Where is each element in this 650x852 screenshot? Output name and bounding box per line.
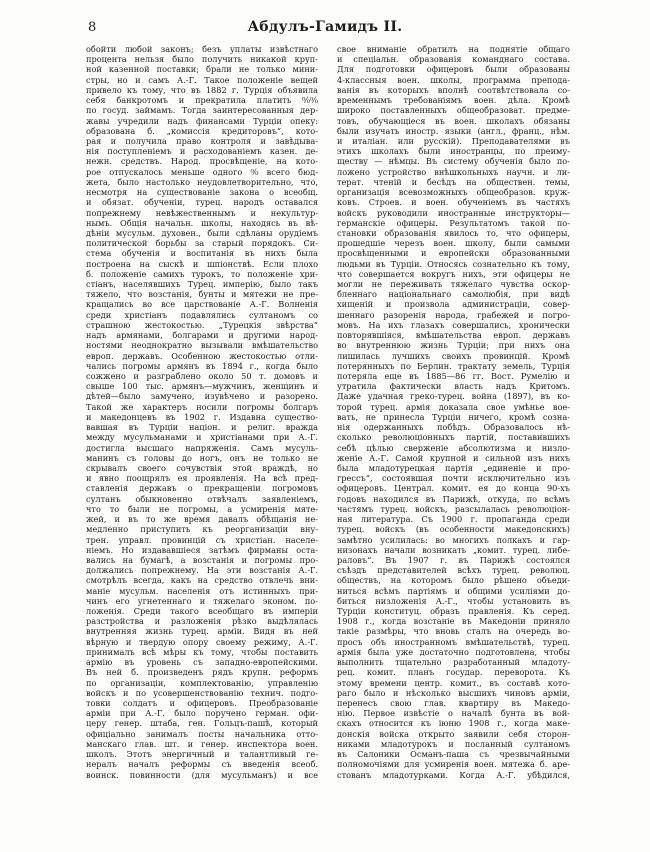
text-line: принималъ всѣ мѣры къ тому, чтобы поставить — [86, 646, 318, 657]
text-line: потерянныхъ по Берлин. трактату земель, Турція — [337, 360, 570, 371]
text-line: свыше 100 тыс. армянъ—мужчинъ, женщинъ и — [86, 381, 318, 392]
text-line: никами младотурокъ и посланный султаномъ — [337, 738, 570, 749]
text-line: утратила фактически власть надъ Критомъ. — [337, 381, 570, 392]
text-line: стіанъ, населявшихъ Турец. имперію, было такъ — [86, 279, 318, 290]
text-line: ная литература. Съ 1900 г. пропаганда среди — [337, 514, 570, 525]
text-line: европ. державъ. Особенною жестокостью отли- — [86, 350, 318, 361]
text-line: медленно приступить къ реорганизаціи вну- — [86, 524, 318, 535]
text-line: султанъ обыкновенно отвѣчалъ заявленіемъ, — [86, 493, 318, 504]
text-line: широко поставленныхъ общеобразоват. предме- — [337, 105, 570, 116]
text-line: себѣ цѣлью сверженіе абсолютизма и низло- — [337, 442, 570, 453]
text-line: бленнаго національнаго самолюбія, при видѣ — [337, 289, 570, 300]
text-line: полномочіями для усмиренія воен. мятежа б. аре- — [337, 759, 570, 770]
text-line: могли не переживать тяжелаго чувства оскор- — [337, 279, 570, 290]
text-line: ниться всѣмъ партіямъ и общими усиліями до- — [337, 585, 570, 596]
text-line: политической борьбы за старый порядокъ. Си- — [86, 238, 318, 249]
text-line: торой турец. армія доказала свое умѣнье вое- — [337, 401, 570, 412]
text-line: смотрѣлъ всегда, какъ на средство отвлечь вни- — [86, 575, 318, 586]
text-line: такіе размѣры, что вновь сталъ на очередь во- — [337, 626, 570, 637]
text-line: армія была уже достаточно подготовлена, чтобы — [337, 646, 570, 657]
text-line: ложено устройство внѣшкольныхъ научн. и ли- — [337, 166, 570, 177]
text-line: товки солдатъ и офицеровъ. Преобразованіе — [86, 698, 318, 708]
text-line: должались попрежнему. На эти возстанія А.-Г. — [86, 565, 318, 576]
text-line: Даже удачная греко-турец. война (1897), въ ко- — [337, 391, 570, 402]
text-line: товъ, обучающіеся въ воен. школахъ обязаны — [337, 115, 570, 126]
text-line: германскіе офицеры. Результатомъ такой по- — [337, 217, 570, 228]
text-line: построена на сыскѣ и шпіонствѣ. Если плохо — [86, 258, 318, 269]
text-line: ванія въ которыхъ вполнѣ соотвѣтствовала со- — [337, 84, 570, 95]
text-line: среди христіанъ подавлялись султаномъ со — [86, 309, 318, 320]
text-line: этому времени центр. комит., въ составѣ кото- — [337, 677, 570, 688]
page-number: 8 — [88, 20, 97, 35]
text-line: шеннаго разоренія народа, грабежей и погро- — [337, 309, 570, 320]
text-line: армію въ уровень съ западно-европейскими. — [86, 657, 318, 668]
text-line: свое вниманіе обратилъ на поднятіе общаго — [337, 44, 570, 54]
text-line: рец. комит. планъ государ. переворота. Къ — [337, 667, 570, 678]
text-column-right — [337, 44, 570, 780]
text-line: по организаціи, комплектованію, управленію — [86, 677, 318, 688]
text-line: ществу — нѣмцы. Въ систему обученія было по- — [337, 156, 570, 167]
text-line: была младотурецкая партія „единеніе и про- — [337, 462, 570, 473]
text-line: потеряла еще въ 1885—86 гг. Вост. Румелію и — [337, 371, 570, 381]
text-line: мовъ. На ихъ глазахъ совершались, хронически — [337, 319, 570, 330]
text-line: нія поступленіемъ и расходованіемъ казен. де- — [86, 146, 318, 157]
text-line: рая и получила право контроля и завѣдыва- — [86, 135, 318, 146]
text-line: манинъ съ головы до ногъ, онъ не только не — [86, 452, 318, 463]
text-line: арміи при А.-Г. было поручено герман. офи- — [86, 708, 318, 719]
text-line: образована б. „комиссія кредиторовъ“, кото- — [86, 125, 318, 136]
text-line: годовъ находился въ Парижѣ, откуда, по всѣмъ — [337, 493, 570, 504]
text-line: тяжело, что возстанія, бунты и мятежи не пре- — [86, 289, 318, 300]
text-line: биться низложенія А.-Г., чтобы установить въ — [337, 595, 570, 606]
text-line: 4-классныя воен. школы, программа препода- — [337, 74, 570, 85]
text-line: и македонцевъ въ 1902 г. Издавна существо- — [86, 411, 318, 422]
text-line: были изучать иностр. языки (англ., франц., нѣм. — [337, 125, 570, 136]
text-line: войскъ руководили иностранные инструкторы— — [337, 207, 570, 218]
text-line: обществъ, на которомъ было рѣшено объеди- — [337, 575, 570, 586]
text-line: офиціально занималъ посты начальника отто- — [86, 728, 318, 739]
text-line: грессъ“, состоявшая почти исключительно изъ — [337, 473, 570, 484]
text-line: становки образованія явилось то, что офицеры, — [337, 227, 570, 238]
text-line: попрежнему невѣжественнымъ и некультур- — [86, 207, 318, 218]
text-line: вавшая въ Турціи націон. и религ. вражда — [86, 422, 318, 433]
text-line: церу генер. штаба, ген. Гольцъ-пашѣ, который — [86, 718, 318, 729]
text-line: б. положеніе самихъ турокъ, то положеніе хри- — [86, 268, 318, 279]
text-line: ностями неоднократно вызывали вмѣшательство — [86, 340, 318, 351]
text-line: несмотря на существованіе закона о всеобщ. — [86, 187, 318, 198]
text-line: и спеціальн. образованія команднаго состава. — [337, 54, 570, 65]
text-line: скрывалъ своего сочувствія этой враждѣ, но — [86, 462, 318, 473]
text-line: лишилась лучшихъ своихъ провинцій. Кромѣ — [337, 350, 570, 361]
text-line: этихъ школахъ были иностранцы, по преиму- — [337, 146, 570, 157]
text-line: нералъ началъ реформы съ введенія всеоб. — [86, 759, 318, 770]
text-line: воинск. повинности (для мусульманъ) и все — [86, 769, 318, 780]
text-line: жей, и въ то же время давалъ обѣщанія не- — [86, 514, 318, 525]
text-line: что то были не погромы, а усмиренія мяте- — [86, 503, 318, 514]
text-line: страшною жестокостью. „Турецкія звѣрства“ — [86, 319, 318, 330]
text-line: жета, было настолько неудовлетворительно, что, — [86, 176, 318, 187]
text-line: стема обученія и воспитанія въ нихъ была — [86, 248, 318, 259]
text-line: кращались во все царствованіе А.-Г. Волненія — [86, 299, 318, 310]
text-line: въ Салоники Османъ-паша съ чрезвычайными — [337, 749, 570, 760]
text-line: донскія войска открыто заявили себя сторон- — [337, 728, 570, 739]
text-line: манскаго глав. шт. и генер. инспектора воен. — [86, 738, 318, 749]
text-line: терат. чтеній и бесѣдъ на обществен. темы, — [337, 176, 570, 187]
text-line: трен. управл. провинцій съ христіан. населе- — [86, 534, 318, 545]
text-line: нымъ. Общія начальн. школы, находясь въ вѣ- — [86, 217, 318, 228]
text-line: стованъ младотурками. Когда А.-Г. убѣдился, — [337, 769, 570, 780]
text-line: ковъ. Строев. и воен. обученіемъ въ частяхъ — [337, 197, 570, 208]
text-line: дѣніи мусульм. духовен., были сдѣланы орудіемъ — [86, 227, 318, 238]
text-column-left — [86, 44, 318, 780]
text-line: что совершается вокругъ нихъ, эти офицеры не — [337, 268, 570, 279]
text-line: перенесъ свою глав. квартиру въ Македо- — [337, 698, 570, 708]
text-line: привело къ тому, что въ 1882 г. Турція объявила — [86, 84, 318, 95]
text-line: и явно поощрялъ ея проявленія. На всѣ пред- — [86, 473, 318, 484]
text-line: чинъ его угнетеннаго и тяжелаго эконом. по- — [86, 595, 318, 606]
text-line: хищеній и произвола администраціи, совер- — [337, 299, 570, 310]
text-line: разстройства и разложенія рѣзко выдѣлялась — [86, 616, 318, 627]
text-line: стры, но и самъ А.-Г. Такое положеніе вещей — [86, 74, 318, 85]
text-line: достигла высшаго напряженія. Самъ мусуль- — [86, 442, 318, 453]
text-line: сколько революціонныхъ партій, поставившихъ — [337, 432, 570, 443]
text-line: между мусульманами и христіанами при А.-Г. — [86, 432, 318, 443]
text-line: замѣтно усилилась: во многихъ полкахъ и гар- — [337, 534, 570, 545]
text-line: ложенія. Среди такого всеобщаго въ имперіи — [86, 606, 318, 617]
text-line: женіе А.-Г. Самой крупной и сильной изъ нихъ — [337, 452, 570, 463]
text-line: Въ ней б. произведенъ рядъ крупн. реформъ — [86, 667, 318, 678]
text-line: себя банкротомъ и прекратила платить ⁰⁄₀⁰⁄₀ — [86, 95, 318, 106]
text-line: нежн. средствъ. Народ. просвѣщеніе, на кото- — [86, 156, 318, 167]
text-line: внутренняя жизнь турец. арміи. Видя въ ней — [86, 626, 318, 637]
text-line: выполнить тщательно разработанный младоту- — [337, 657, 570, 668]
text-line: Для подготовки офицеровъ были образованы — [337, 64, 570, 75]
text-line: вались на бумагѣ, а возстанія и погромы про- — [86, 554, 318, 565]
text-line: вѣрную и твердую опору своему режиму, А.-Г. — [86, 636, 318, 647]
text-line: жавы учредили надъ финансами Турціи опеку: — [86, 115, 318, 126]
text-line: временнымъ требованіямъ воен. дѣла. Кромѣ — [337, 95, 570, 106]
text-line: школъ. Этотъ энергичный и талантливый ге- — [86, 749, 318, 760]
text-line: турец. войскъ (въ особенности македонскихъ) — [337, 524, 570, 535]
text-line: ной казенной поставки; брали не только мини- — [86, 64, 318, 75]
text-line: Такой же характеръ носили погромы болгаръ — [86, 401, 318, 412]
text-line: съѣздъ представителей всѣхъ турец. революц. — [337, 565, 570, 576]
text-line: нію. Первое извѣстіе о началѣ бунта въ вой- — [337, 708, 570, 719]
text-line: обойти любой законъ; безъ уплаты извѣстнаго — [86, 44, 318, 54]
text-line: низонахъ начали возникать „комит. турец. либе- — [337, 544, 570, 555]
page-title: Абдулъ-Гамидъ II. — [247, 19, 403, 35]
text-line: дѣтей—было замучено, изувѣчено и разорено. — [86, 391, 318, 402]
text-line: офицеровъ. Централ. комит. ея до конца 90-хъ — [337, 483, 570, 494]
text-line: во внутреннюю жизнь Турціи; при нихъ она — [337, 340, 570, 351]
text-line: раго было и нѣсколько высшихъ чиновъ арміи, — [337, 687, 570, 698]
text-line: чались погромы армянъ въ 1894 г., когда было — [86, 360, 318, 371]
text-line: повторявшіяся, вмѣшательства европ. державъ — [337, 330, 570, 341]
text-line: прошедшіе черезъ воен. школу, были самыми — [337, 238, 570, 249]
text-line: нія одержанныхъ побѣдъ. Образовалось нѣ- — [337, 422, 570, 433]
text-line: и италіан. или русскій). Преподавателями въ — [337, 135, 570, 146]
text-line: организація всевозможныхъ общеобразов. круж- — [337, 187, 570, 198]
text-line: просвѣщенными и европейски образованными — [337, 248, 570, 259]
text-line: частямъ турец. войскъ, разсылалась революціон- — [337, 503, 570, 514]
text-line: сожжено и разграблено около 50 т. домовъ и — [86, 371, 318, 381]
text-line: Турціи конституц. образъ правленія. Къ серед. — [337, 606, 570, 617]
text-line: войскъ и по усовершенствованію технич. подго- — [86, 687, 318, 698]
text-line: 1908 г., когда возстаніе въ Македоніи приняло — [337, 616, 570, 627]
text-line: рое отпускалось меньше одного ⁰⁄₀ всего бюд- — [86, 166, 318, 177]
text-line: процента нельзя было получить никакой круп- — [86, 54, 318, 65]
text-line: раловъ“. Въ 1907 г. въ Парижѣ состоялся — [337, 554, 570, 565]
text-line: людьми въ Турціи. Относясь сознательно къ тому, — [337, 258, 570, 269]
text-line: маніе мусульм. населенія отъ истинныхъ при- — [86, 585, 318, 596]
text-line: вать, не принесла Турціи ничего, кромѣ созна- — [337, 411, 570, 422]
text-line: просъ объ иностранномъ вмѣшательствѣ, турец. — [337, 636, 570, 647]
text-line: ніемъ. Но издававшіеся затѣмъ фирманы оста- — [86, 544, 318, 555]
text-line: по госуд. займамъ. Тогда заинтересованныя дер- — [86, 105, 318, 116]
text-line: и обязат. обученіи, турец. народъ оставался — [86, 197, 318, 208]
text-line: надъ армянами, болгарами и другими народ- — [86, 330, 318, 341]
text-line: ставленія державъ о прекращеніи погромовъ — [86, 483, 318, 494]
text-line: скахъ относится къ іюню 1908 г., когда маке- — [337, 718, 570, 729]
